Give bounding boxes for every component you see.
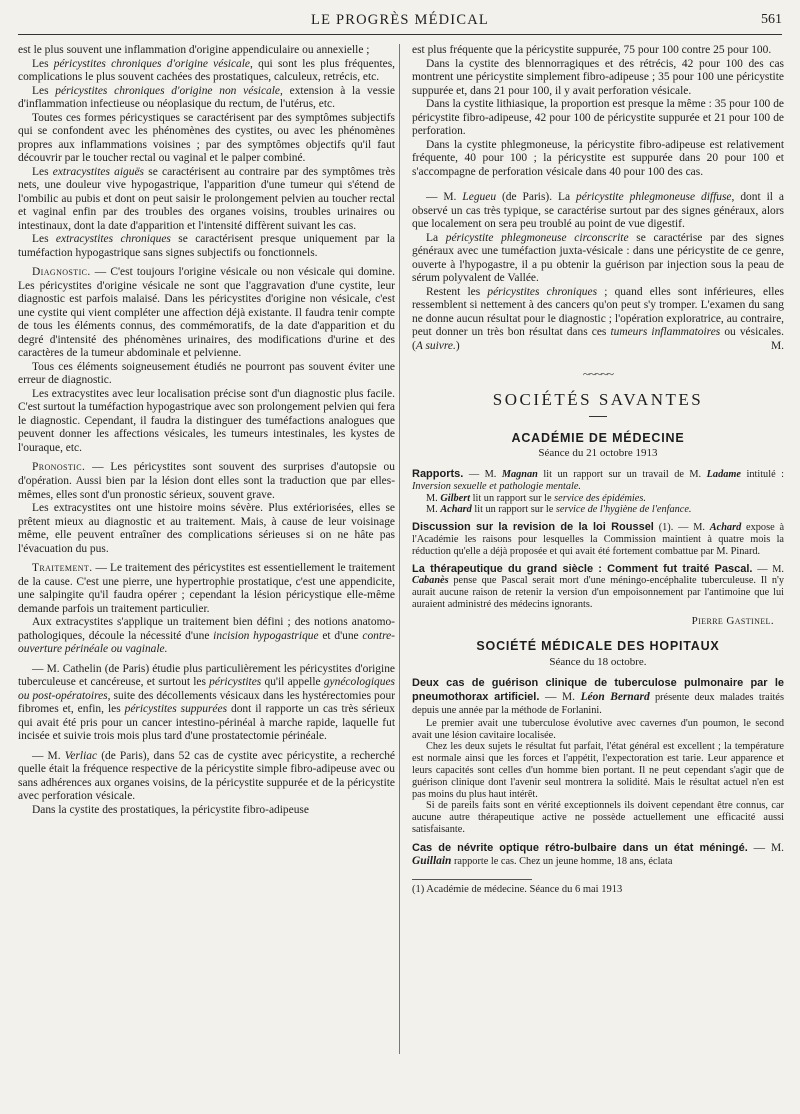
paragraph: Les extracystites ont une histoire moins sévère. Plus extériorisées, elles se prêtent mieux au diagnostic et au traitement. Mais, à cause de leur voisinage même, elle peuvent entraîner des complications sérieuses si on ne hâte pas l'évacuation du pus. [18, 502, 395, 555]
paragraph: Dans la cystite des prostatiques, la péricystite fibro-adipeuse [32, 803, 309, 816]
paragraph: Le premier avait une tuberculose évolutive avec cavernes d'un poumon, le second avait une lésion cavitaire localisée. [412, 717, 784, 741]
paragraph: Les péricystites chroniques d'origine non vésicale, extension à la vessie d'inflammation infectieuse ou néoplasique du rectum, de l'utérus, etc. [18, 84, 396, 111]
report-item: M. Gilbert lit un rapport sur le service des épidémies. [426, 492, 646, 504]
section-heading: Pronostic. [32, 461, 86, 474]
paragraph: Les extracystites chroniques se caractérisent presque uniquement par la tuméfaction hypogastrique sans signes subjectifs ou fonctionnels. [18, 233, 396, 259]
paragraph: Restent les péricystites chroniques ; quand elles sont inférieures, elles ressemblent si nettement à des cancers qu'on peut s'y tromper. L'examen du sang ne donne aucun résultat pour le diagnostic ; l'opération exploratrice, au contraire, peut donner un très bon résultat dans ces tumeurs inflammatoires ou vésicales. (A suivre.) M. [412, 285, 784, 352]
paragraph: Si de pareils faits sont en vérité exceptionnels ils doivent cependant être connus, car aucune autre thérapeutique active ne possède actuellement une efficacité aussi satisfaisante. [412, 800, 784, 835]
diagnostic-section: Diagnostic. — C'est toujours l'origine vésicale ou non vésicale qui domine. Les péricystites d'origine vésicale ne sont que l'aggravation d'une cystite, leur diagnostic est parfois malaisé. Dans les péricystites d'origine non vésicale, c'est une cystite qui vient compléter une affection déjà existante. Il faudra tenir compte de tous les éléments connus, des commémoratifs, de la date d'apparition et du degré d'intensité des phénomènes urinaires, des modifications d'urine et des caractères de la tumeur abdominale et pelvienne. [18, 266, 395, 360]
report-item: M. Achard lit un rapport sur le service de l'hygiène de l'enfance. [426, 504, 692, 516]
discussion-item: La thérapeutique du grand siècle : Comment fut traité Pascal. — M. Cabanès pense que Pascal serait mort d'une méningo-encéphalite tuberculeuse. Il n'y aurait aucune raison de retenir la version d'un empoisonnement par l'antimoine que lui auraient administré des médecins ignorants. [412, 562, 784, 610]
paragraph: — M. Legueu (de Paris). La péricystite phlegmoneuse diffuse, dont il a observé un cas très typique, se caractérise surtout par des signes généraux, alors que localement on sera peu troublé au point de vue digestif. [412, 191, 784, 231]
society-title: SOCIÉTÉ MÉDICALE DES HOPITAUX [476, 639, 720, 654]
page-number: 561 [761, 12, 782, 27]
column-rule [399, 44, 400, 1054]
right-column [412, 44, 784, 896]
paragraph: Les extracystites avec leur localisation précise sont d'un diagnostic plus facile. C'est surtout la tuméfaction hypogastrique avec son prolongement pelvien qui fera le diagnostic. Cependant, il faudra la distinguer des tuméfactions analogues que peuvent donner les affections vésicales, les tumeurs intestinales, les kystes de l'ouraque, etc. [18, 387, 395, 454]
section-heading: Traitement. [32, 562, 93, 575]
paragraph: est plus fréquente que la péricystite suppurée, 75 pour 100 contre 25 pour 100. [412, 44, 772, 56]
running-head: LE PROGRÈS MÉDICAL [311, 12, 489, 28]
section-heading: Diagnostic. [32, 266, 91, 279]
society-title: ACADÉMIE DE MÉDECINE [511, 430, 685, 445]
session-date: Séance du 18 octobre. [549, 655, 647, 668]
session-date: Séance du 21 octobre 1913 [538, 447, 658, 460]
traitement-section: Traitement. — Le traitement des péricystites est essentiellement le traitement de la cause. C'est une pierre, une hypertrophie prostatique, c'est une appendicite, une salpingite qu'il faudra opérer ; cependant la lésion péricystique elle-même demande parfois un traitement particulier. [18, 562, 395, 615]
signature: Pierre Gastinel. [691, 614, 774, 627]
paragraph: est le plus souvent une inflammation d'origine appendiculaire ou annexielle ; [18, 44, 370, 56]
left-column [18, 44, 395, 817]
paragraph: Les péricystites chroniques d'origine vésicale, qui sont les plus fréquentes, complications le plus souvent cachées des prostatiques, calculeux, retrécis, etc. [18, 57, 396, 84]
report-item: Rapports. — M. Magnan lit un rapport sur un travail de M. Ladame intitulé : Inversion sexuelle et pathologie mentale. [412, 467, 784, 492]
title-dash [412, 408, 784, 422]
section-title: SOCIÉTÉS SAVANTES [492, 389, 704, 409]
paragraph: — M. Cathelin (de Paris) étudie plus particulièrement les péricystites d'origine tuberculeuse et cancéreuse, et surtout les péricystites qu'il appelle gynécologiques ou post-opératoires, suite des décollements vésicaux dans les hystérectomies pour fibromes et, enfin, les péricystites suppurées dont il rapporte un cas très sérieux qui avait été pris pour un cancer intestino-périnéal à marche rapide, laquelle fut incisée et suivie trois mois plus tard d'une prostatectomie périnéale. [18, 662, 395, 743]
footnote-rule [412, 879, 532, 880]
paragraph: La péricystite phlegmoneuse circonscrite se caractérise par des signes généraux avec une tuméfaction juxta-vésicale : dans une péricystite de ce genre, ouverte à l'hypogastre, il a pu obtenir la guérison par injection sous la peau de sérum polyvalent de Vallée. [412, 231, 784, 285]
discussion-item: Discussion sur la revision de la loi Roussel (1). — M. Achard expose à l'Académie les raisons pour lesquelles la Commission maintient à quatre mois la réduction qu'elle a déjà proposée et qui avait été fortement combattue par M. Pinard. [412, 521, 785, 557]
paragraph: Aux extracystites s'applique un traitement bien défini ; des notions anatomo-pathologiques, découle la nécessité d'une incision hypogastrique et d'une contre-ouverture périnéale ou vaginale. [18, 616, 395, 656]
communication-heading: Cas de névrite optique rétro-bulbaire dans un état méningé. — M. Guillain rapporte le cas. Chez un jeune homme, 18 ans, éclata [412, 841, 784, 868]
pronostic-section: Pronostic. — Les péricystites sont souvent des surprises d'autopsie ou d'opération. Aussi bien par la lésion dont elles sont la traduction que par elles-mêmes, elles sont d'un pronostic sérieux, souvent grave. [18, 461, 395, 501]
paragraph: Tous ces éléments soigneusement étudiés ne pourront pas souvent éviter une erreur de diagnostic. [18, 360, 395, 387]
paragraph: Dans la cystite phlegmoneuse, la péricystite fibro-adipeuse est relativement fréquente, 40 pour 100 ; la péricystite est suppurée dans 20 pour 100 et s'accompagne de perforation vésicale dans 40 pour 100 des cas. [412, 138, 784, 178]
signature: M. [770, 339, 784, 352]
ornament-divider: ~~~~~ [582, 366, 614, 382]
paragraph: Dans la cystite lithiasique, la proportion est presque la même : 35 pour 100 de péricystite fibro-adipeuse, 42 pour 100 de péricystite suppurée et 21 pour 100 de perforation. [412, 98, 784, 138]
paragraph: Chez les deux sujets le résultat fut parfait, l'état général est excellent ; la température est normale ainsi que les forces et l'appétit, l'expectoration est tarie. Leur apparence et leurs capacités sont celles d'un homme bien portant. Il ne peut cependant s'agir que de guérison clinique dont l'avenir seul montrera la solidité. Mais le résultat actuel n'en est pas moins du plus haut intérêt. [412, 741, 784, 800]
paragraph: Les extracystites aiguës se caractérisent au contraire par des symptômes très nets, une douleur vive hypogastrique, l'apparition d'une tumeur qui s'étend de l'ombilic au pubis et dont on peut saisir le prolongement pelvien au toucher rectal et vaginal enfin par des troubles des organes voisins, troubles urinaires ou intestinaux, dont la date d'apparition et l'intensité diffèrent suivant les cas. [18, 165, 396, 232]
paragraph: Dans la cystite des blennorragiques et des rétrécis, 42 pour 100 des cas montrent une péricystite simplement fibro-adipeuse ; 35 pour 100 une péricystite suppurée et, dans 21 pour 100, il y avait perforation vésicale. [412, 57, 784, 97]
communication-heading: Deux cas de guérison clinique de tuberculose pulmonaire par le pneumothorax artificiel. — M. Léon Bernard présente deux malades traités depuis une année par la méthode de Forlanini. [412, 677, 784, 717]
footnote: (1) Académie de médecine. Séance du 6 mai 1913 [412, 883, 623, 895]
page-header [18, 8, 782, 35]
paragraph: — M. Verliac (de Paris), dans 52 cas de cystite avec péricystite, a recherché quelle était la fréquence respective de la péricystite simple fibro-adipeuse avec ou sans adhérences aux organes voisins, de la péricystite suppurée et de la péricystite avec perforation vésicale. [18, 749, 396, 803]
paragraph: Toutes ces formes péricystiques se caractérisent par des symptômes subjectifs qui se confondent avec les phénomènes des cystites, ou avec les phénomènes propres aux inflammations voisines ; par des symptômes objectifs qu'il faut découvrir par le toucher rectal ou vaginal et le palper combiné. [18, 111, 395, 165]
